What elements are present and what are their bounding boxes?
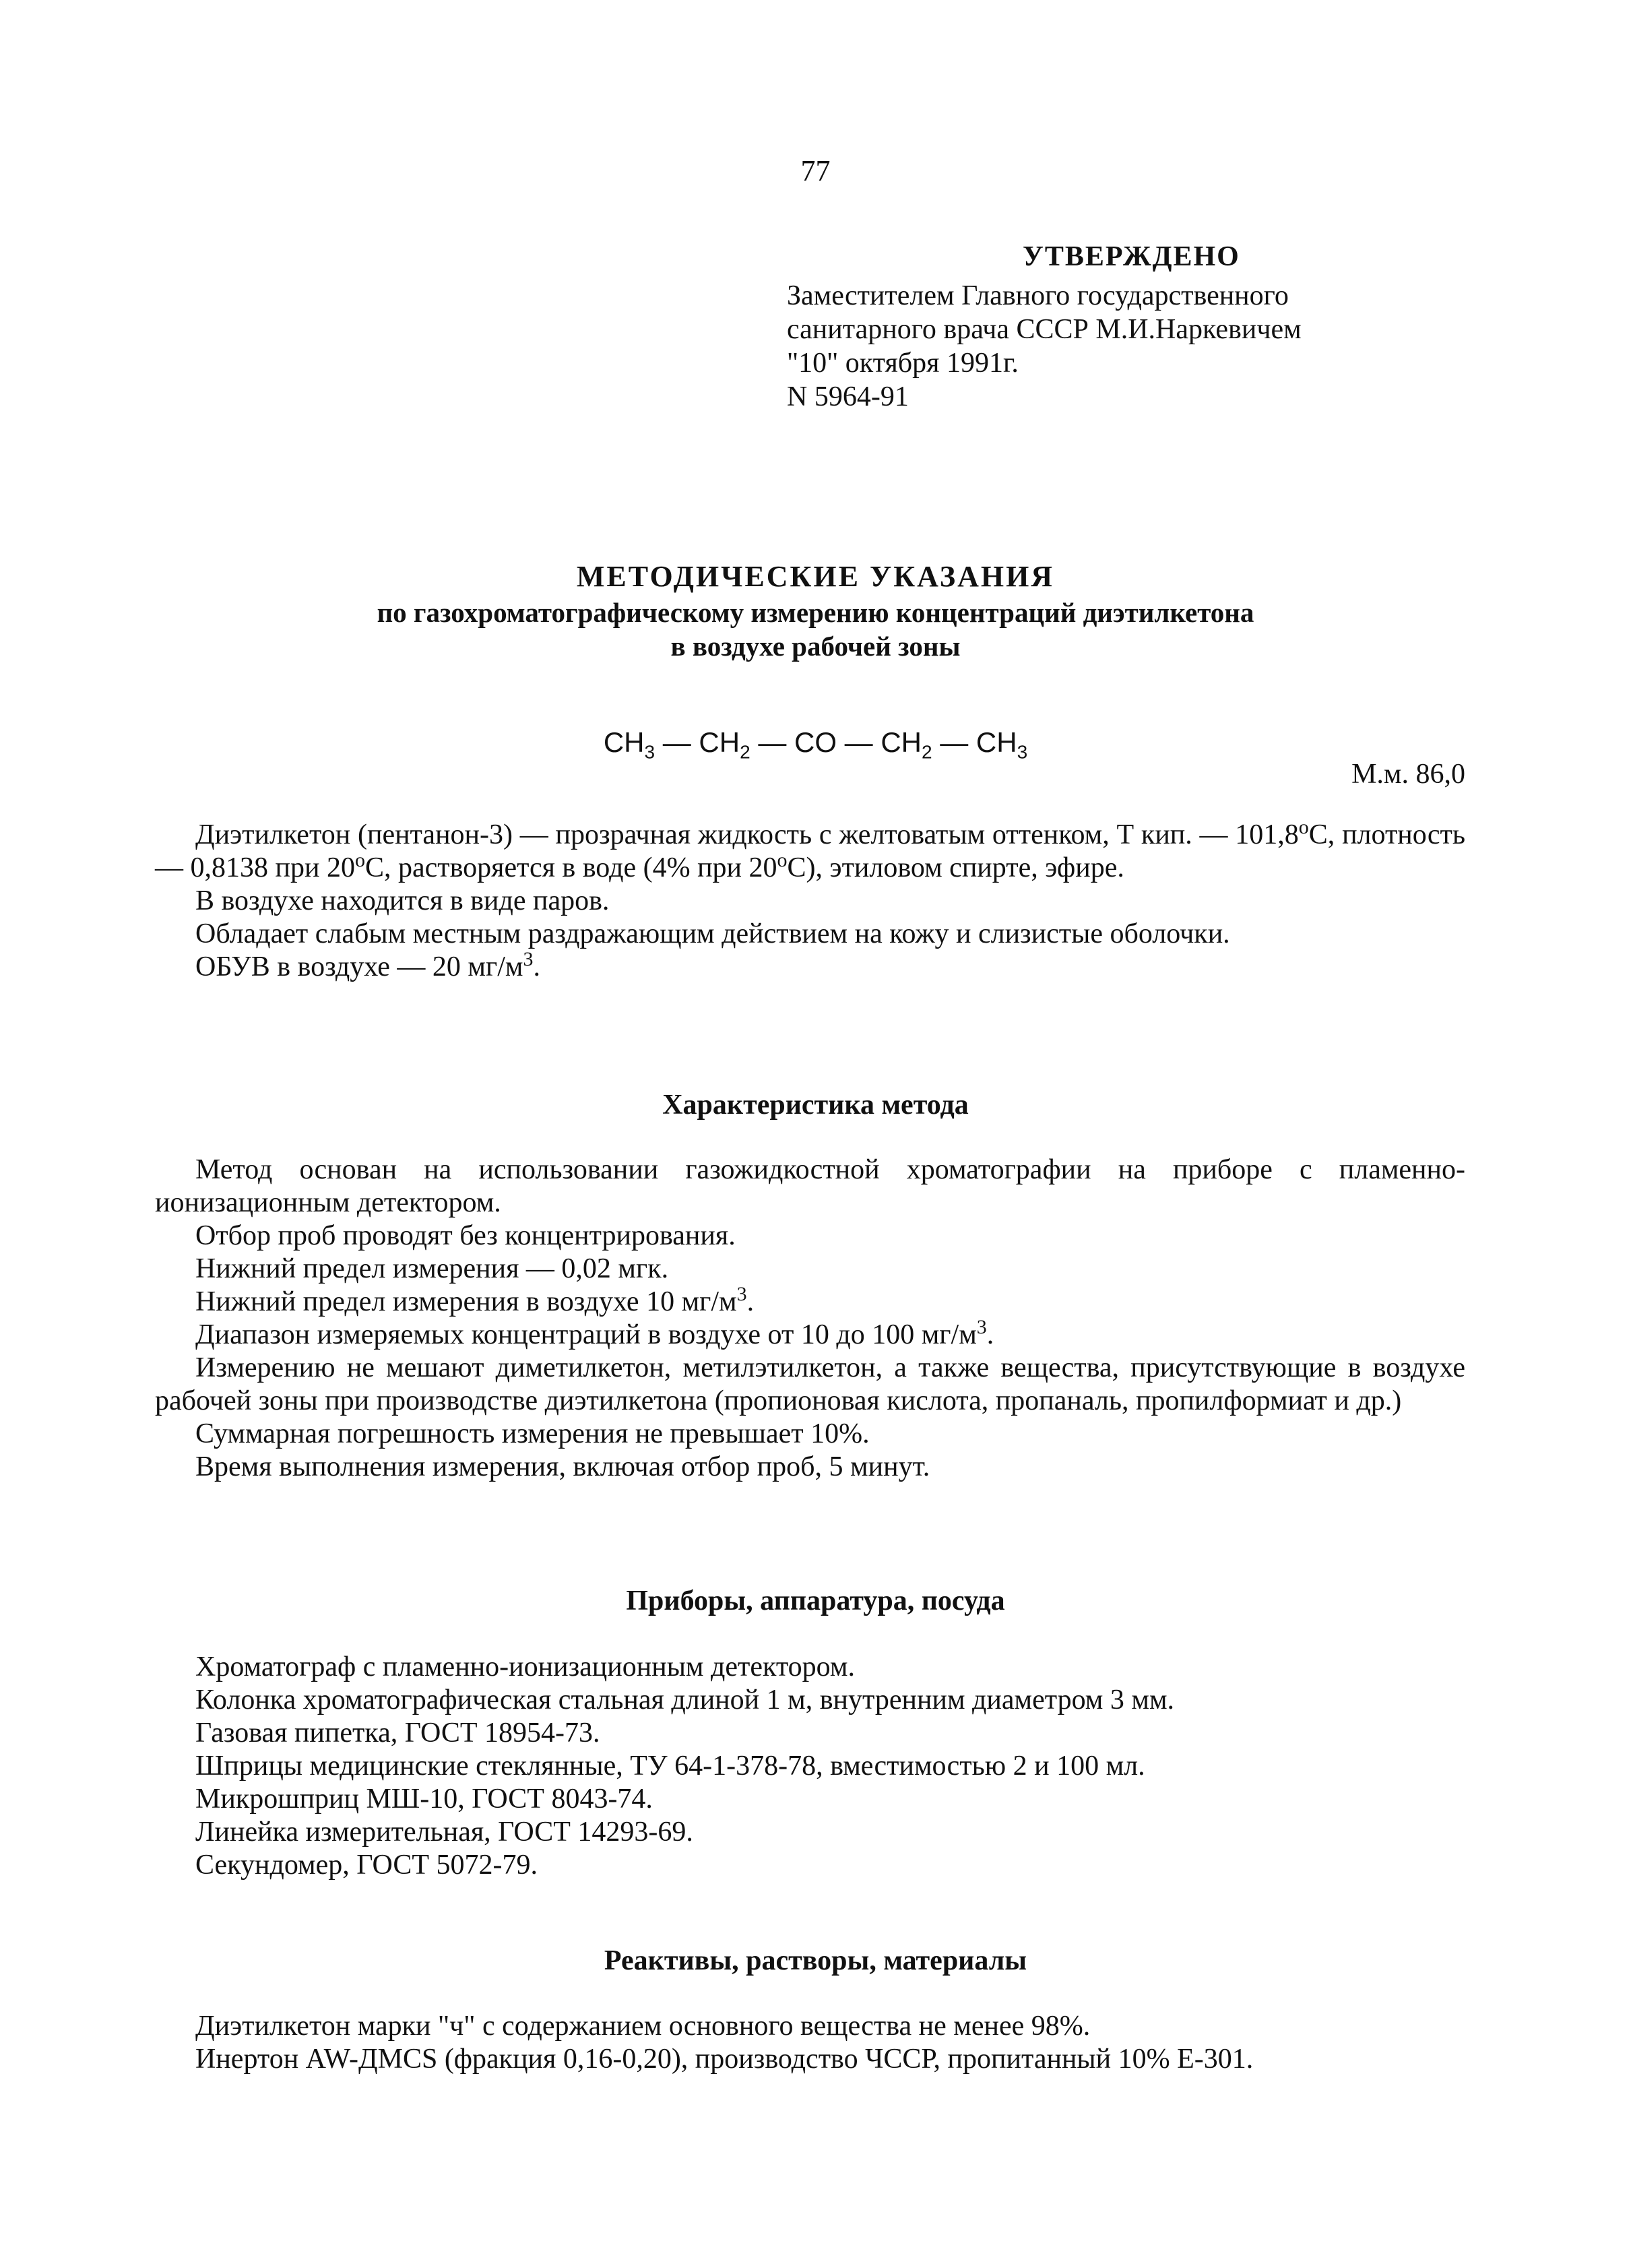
list-item: Газовая пипетка, ГОСТ 18954-73. [195, 1718, 600, 1749]
method-paragraph: Нижний предел измерения в воздухе 10 $мг/м^3$. [195, 1283, 755, 1317]
formula-part: — CH [932, 726, 1017, 758]
list-item: Линейка измерительная, ГОСТ 14293-69. [195, 1817, 693, 1848]
formula-subscript: 3 [1017, 741, 1028, 763]
section-heading-reagents: Реактивы, растворы, материалы [604, 1945, 1027, 1976]
formula-subscript: 2 [922, 741, 932, 763]
reagents-section [155, 2010, 1465, 2076]
method-paragraph: Метод основан на использовании газожидкостной хроматографии на приборе с пламенно-ионизационным детектором. [155, 1154, 1465, 1218]
method-paragraph: Измерению не мешают диметилкетон, метилэтилкетон, а также вещества, присутствующие в воздухе рабочей зоны при производстве диэтилкетона (пропионовая кислота, пропаналь, пропилформиат и др.) [155, 1352, 1465, 1416]
method-paragraph: Диапазон измеряемых концентраций в воздухе от 10 до 100 $мг/м^3$. [195, 1316, 994, 1350]
intro-paragraph: Обладает слабым местным раздражающим действием на кожу и слизистые оболочки. [195, 918, 1230, 949]
formula-subscript: 2 [740, 741, 750, 763]
formula-part: — CH [655, 726, 740, 758]
formula-part: CH [603, 726, 645, 758]
formula-subscript: 3 [644, 741, 655, 763]
list-item: Хроматограф с пламенно-ионизационным детектором. [195, 1651, 855, 1682]
method-paragraph: Отбор проб проводят без концентрирования. [195, 1220, 736, 1251]
document-title [0, 558, 1631, 663]
title-main: МЕТОДИЧЕСКИЕ УКАЗАНИЯ [576, 560, 1055, 593]
method-section [155, 1154, 1465, 1484]
approval-block [787, 240, 1302, 414]
page-number: 77 [800, 154, 831, 187]
list-item: Диэтилкетон марки "ч" с содержанием основного вещества не менее 98%. [195, 2011, 1091, 2042]
method-paragraph: Нижний предел измерения — 0,02 мгк. [195, 1253, 669, 1284]
approval-line: N 5964-91 [787, 381, 909, 412]
list-item: Инертон AW-ДМCS (фракция 0,16-0,20), производство ЧССР, пропитанный 10% Е-301. [195, 2044, 1254, 2075]
method-paragraph: Время выполнения измерения, включая отбор проб, 5 минут. [195, 1451, 930, 1482]
section-heading-instruments: Приборы, аппаратура, посуда [626, 1585, 1005, 1616]
intro-section [155, 816, 1465, 984]
formula-part: — CO — CH [750, 726, 922, 758]
intro-paragraph: В воздухе находится в виде паров. [195, 885, 610, 916]
molecular-mass: М.м. 86,0 [1351, 759, 1465, 790]
intro-paragraph: Диэтилкетон (пентанон-3) — прозрачная жидкость с желтоватым оттенком, Т кип. — 101,8$^o$С, плотность — 0,8138 при 20$^o$С, растворяется в воде (4% при 20$^o$С), этиловом спирте, эфире. [155, 816, 1465, 883]
instruments-section [155, 1651, 1465, 1882]
list-item: Колонка хроматографическая стальная длиной 1 м, внутренним диаметром 3 мм. [195, 1684, 1175, 1715]
list-item: Микрошприц МШ-10, ГОСТ 8043-74. [195, 1784, 653, 1815]
intro-paragraph: ОБУВ в воздухе — 20 $мг/м^3$. [195, 948, 540, 982]
list-item: Секундомер, ГОСТ 5072-79. [195, 1850, 538, 1881]
approval-line: Заместителем Главного государственного [787, 280, 1289, 311]
approval-line: "10" октября 1991г. [787, 348, 1019, 379]
title-subtitle-line: по газохроматографическому измерению концентраций диэтилкетона [377, 597, 1254, 628]
list-item: Шприцы медицинские стеклянные, ТУ 64-1-378-78, вместимостью 2 и 100 мл. [195, 1751, 1145, 1782]
section-heading-method: Характеристика метода [662, 1090, 969, 1121]
title-subtitle-line: в воздухе рабочей зоны [670, 631, 961, 662]
approval-line: санитарного врача СССР М.И.Наркевичем [787, 314, 1302, 345]
method-paragraph: Суммарная погрешность измерения не превышает 10%. [195, 1418, 870, 1449]
approval-heading: УТВЕРЖДЕНО [1023, 241, 1240, 272]
